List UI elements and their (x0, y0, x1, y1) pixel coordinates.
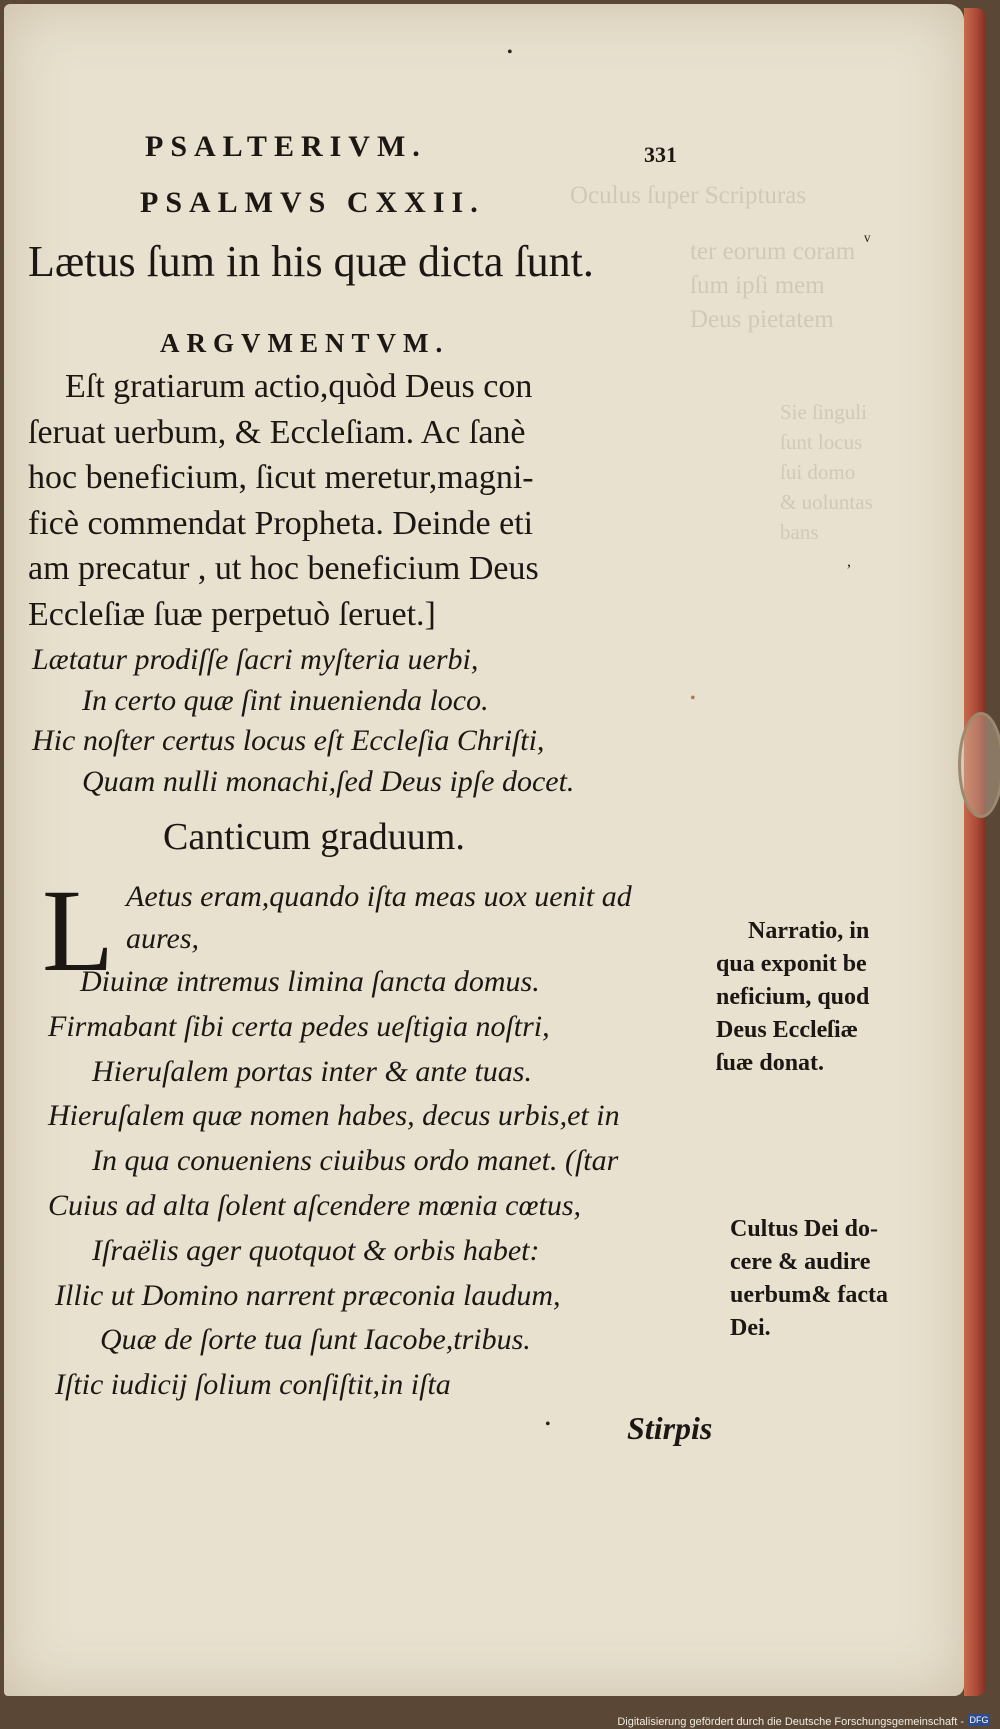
margin-note-line: qua exponit be (716, 951, 867, 977)
show-through-line: Deus pietatem (690, 306, 834, 333)
show-through-line: ſum ipſi mem (690, 272, 825, 299)
epigram-line: In certo quæ ſint inuenienda loco. (82, 684, 489, 717)
verse-line: Cuius ad alta ſolent aſcendere mœnia cœtus, (48, 1189, 582, 1222)
ink-speck: • (507, 44, 513, 61)
canticle-title: Canticum graduum. (163, 816, 465, 858)
verse-line: Iſtic iudicij ſolium conſiſtit,in iſta (55, 1368, 451, 1401)
argument-line: hoc beneficium, ſicut meretur,magni- (28, 459, 534, 496)
psalm-number: PSALMVS CXXII. (140, 186, 485, 219)
catchword: Stirpis (627, 1410, 713, 1446)
stain: • (690, 690, 696, 707)
verse-line: Iſraëlis ager quotquot & orbis habet: (92, 1234, 540, 1267)
epigram-line: Hic noſter certus locus eſt Eccleſia Chriſti, (32, 724, 545, 757)
argument-heading: ARGVMENTVM. (160, 328, 450, 358)
verse-line: Quæ de ſorte tua ſunt Iacobe,tribus. (100, 1323, 531, 1356)
verse-line: Aetus eram,quando iſta meas uox uenit ad (126, 880, 632, 913)
verse-line: In qua conueniens ciuibus ordo manet. (ſtar (92, 1144, 619, 1177)
margin-note-line: Cultus Dei do- (730, 1216, 879, 1242)
argument-line: ficè commendat Propheta. Deinde eti (28, 505, 534, 542)
verse-line: Illic ut Domino narrent præconia laudum, (55, 1279, 561, 1312)
show-through-line: ſui domo (780, 460, 856, 484)
show-through-line: Oculus ſuper Scripturas (570, 182, 807, 209)
ink-speck: , (847, 553, 851, 570)
verse-line: Firmabant ſibi certa pedes ueſtigia noſtri, (48, 1010, 550, 1043)
ink-speck: ᵛ (864, 228, 871, 253)
page-edge (964, 8, 986, 1696)
running-title: PSALTERIVM. (145, 130, 427, 163)
show-through-line: & uoluntas (780, 490, 873, 514)
margin-note-line: cere & audire (730, 1249, 871, 1275)
show-through-line: ter eorum coram (690, 238, 856, 265)
ink-speck: • (545, 1416, 551, 1433)
argument-line: Eccleſiæ ſuæ perpetuò ſeruet.] (28, 596, 436, 633)
show-through-line: Sie ſinguli (780, 400, 867, 424)
epigram-line: Quam nulli monachi,ſed Deus ipſe docet. (82, 765, 575, 798)
argument-line: ſeruat uerbum, & Eccleſiam. Ac ſanè (28, 414, 526, 451)
margin-note-line: Narratio, in (748, 918, 870, 944)
psalm-incipit: Lætus ſum in his quæ dicta ſunt. (28, 237, 594, 286)
epigram-line: Lætatur prodiſſe ſacri myſteria uerbi, (32, 643, 479, 676)
margin-note-line: Deus Eccleſiæ (716, 1017, 858, 1043)
clasp-ring (958, 712, 1000, 818)
drop-cap: L (42, 865, 115, 996)
argument-line: Eſt gratiarum actio,quòd Deus con (65, 368, 533, 405)
verse-line: aures, (126, 922, 200, 955)
funding-credit: Digitalisierung gefördert durch die Deutsche Forschungsgemeinschaft - (617, 1716, 964, 1728)
verse-line: Diuinæ intremus limina ſancta domus. (80, 965, 540, 998)
margin-note-line: neficium, quod (716, 984, 870, 1010)
dfg-logo: DFG (969, 1715, 989, 1725)
show-through-line: ſunt locus (780, 430, 863, 454)
verse-line: Hieruſalem portas inter & ante tuas. (92, 1055, 532, 1088)
margin-note-line: Dei. (730, 1315, 771, 1341)
verse-line: Hieruſalem quæ nomen habes, decus urbis,et in (48, 1099, 620, 1132)
page-number: 331 (644, 142, 677, 167)
show-through-line: bans (780, 520, 819, 544)
margin-note-line: uerbum& facta (730, 1282, 888, 1308)
argument-line: am precatur , ut hoc beneficium Deus (28, 550, 539, 587)
margin-note-line: ſuæ donat. (716, 1050, 825, 1076)
